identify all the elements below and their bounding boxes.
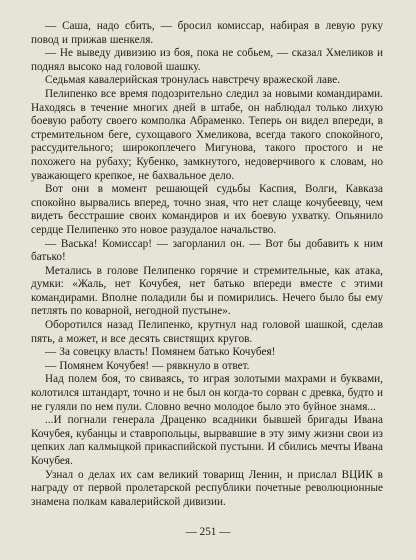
paragraph-7: Метались в голове Пелипенко горячие и стремительные, как атака, думки: «Жаль, нет Кочубея, нет батько впереди вместе с этими командирами. Вполне поладили бы и помирились. Нечего было бы ему петлять по коварной, негодной пустыне». (31, 264, 383, 318)
page-number: — 251 — (185, 526, 231, 538)
paragraph-5: Вот они в момент решающей судьбы Каспия, Волги, Кавказа спокойно вырвались вперед, точно зная, что нет слаще кочубеевцу, чем видеть бесстрашие своих командиров и их боевую ухватку. Опьянило сердце Пелипенко это новое разудалое начальство. (31, 183, 383, 236)
paragraph-6: — Васька! Комиссар! — загорланил он. — Вот бы добавить к ним батько! (31, 237, 383, 264)
paragraph-11: Над полем боя, то свиваясь, то играя золотыми махрами и буквами, колотился штандарт, точно и не был он когда-то сорван с древка, будто и не гуляли по нем пули. Словно вечно молодое было это буйное знамя... (31, 373, 383, 413)
paragraph-4: Пелипенко все время подозрительно следил за новыми командирами. Находясь в течение многих дней в штабе, он наблюдал только лихую боевую работу своего комполка Абраменко. Теперь он видел впереди, в стремительном беге, сухощавого Хмеликова, всегда такого спокойного, рассудительного; широкоплечего Мигунова, такого простого и не похожего на рубаху; Кубенко, замкнутого, недоверчивого к словам, но уважающего крепкое, не бахвальное дело. (31, 87, 383, 182)
paragraph-12: ...И погнали генерала Драценко всадники бывшей бригады Ивана Кочубея, кубанцы и ставропольцы, вырвавшие в эту зиму жизни свои из цепких лап калмыцкой прикаспийской пустыни. И сбились мечты Ивана Кочубея. (31, 414, 383, 467)
paragraph-10: — Помянем Кочубея! — рявкнуло в ответ. (45, 359, 250, 372)
paragraph-8: Оборотился назад Пелипенко, крутнул над головой шашкой, сделав пять, а может, и все десять свистящих кругов. (31, 319, 383, 345)
page-body-text (31, 20, 383, 509)
paragraph-13: Узнал о делах их сам великий товарищ Ленин, и прислал ВЦИК в награду от первой пролетарской республики почетные революционные знамена полкам кавалерийской дивизии. (31, 468, 383, 508)
paragraph-3: Седьмая кавалерийская тронулась навстречу вражеской лаве. (45, 74, 341, 87)
paragraph-9: — За совецку власть! Помянем батько Кочубея! (45, 346, 276, 359)
paragraph-1: — Саша, надо сбить, — бросил комиссар, набирая в левую руку повод и прижав шенкеля. (31, 20, 383, 46)
paragraph-2: — Не выведу дивизию из боя, пока не собьем, — сказал Хмеликов и поднял высоко над головой шашку. (31, 47, 383, 73)
